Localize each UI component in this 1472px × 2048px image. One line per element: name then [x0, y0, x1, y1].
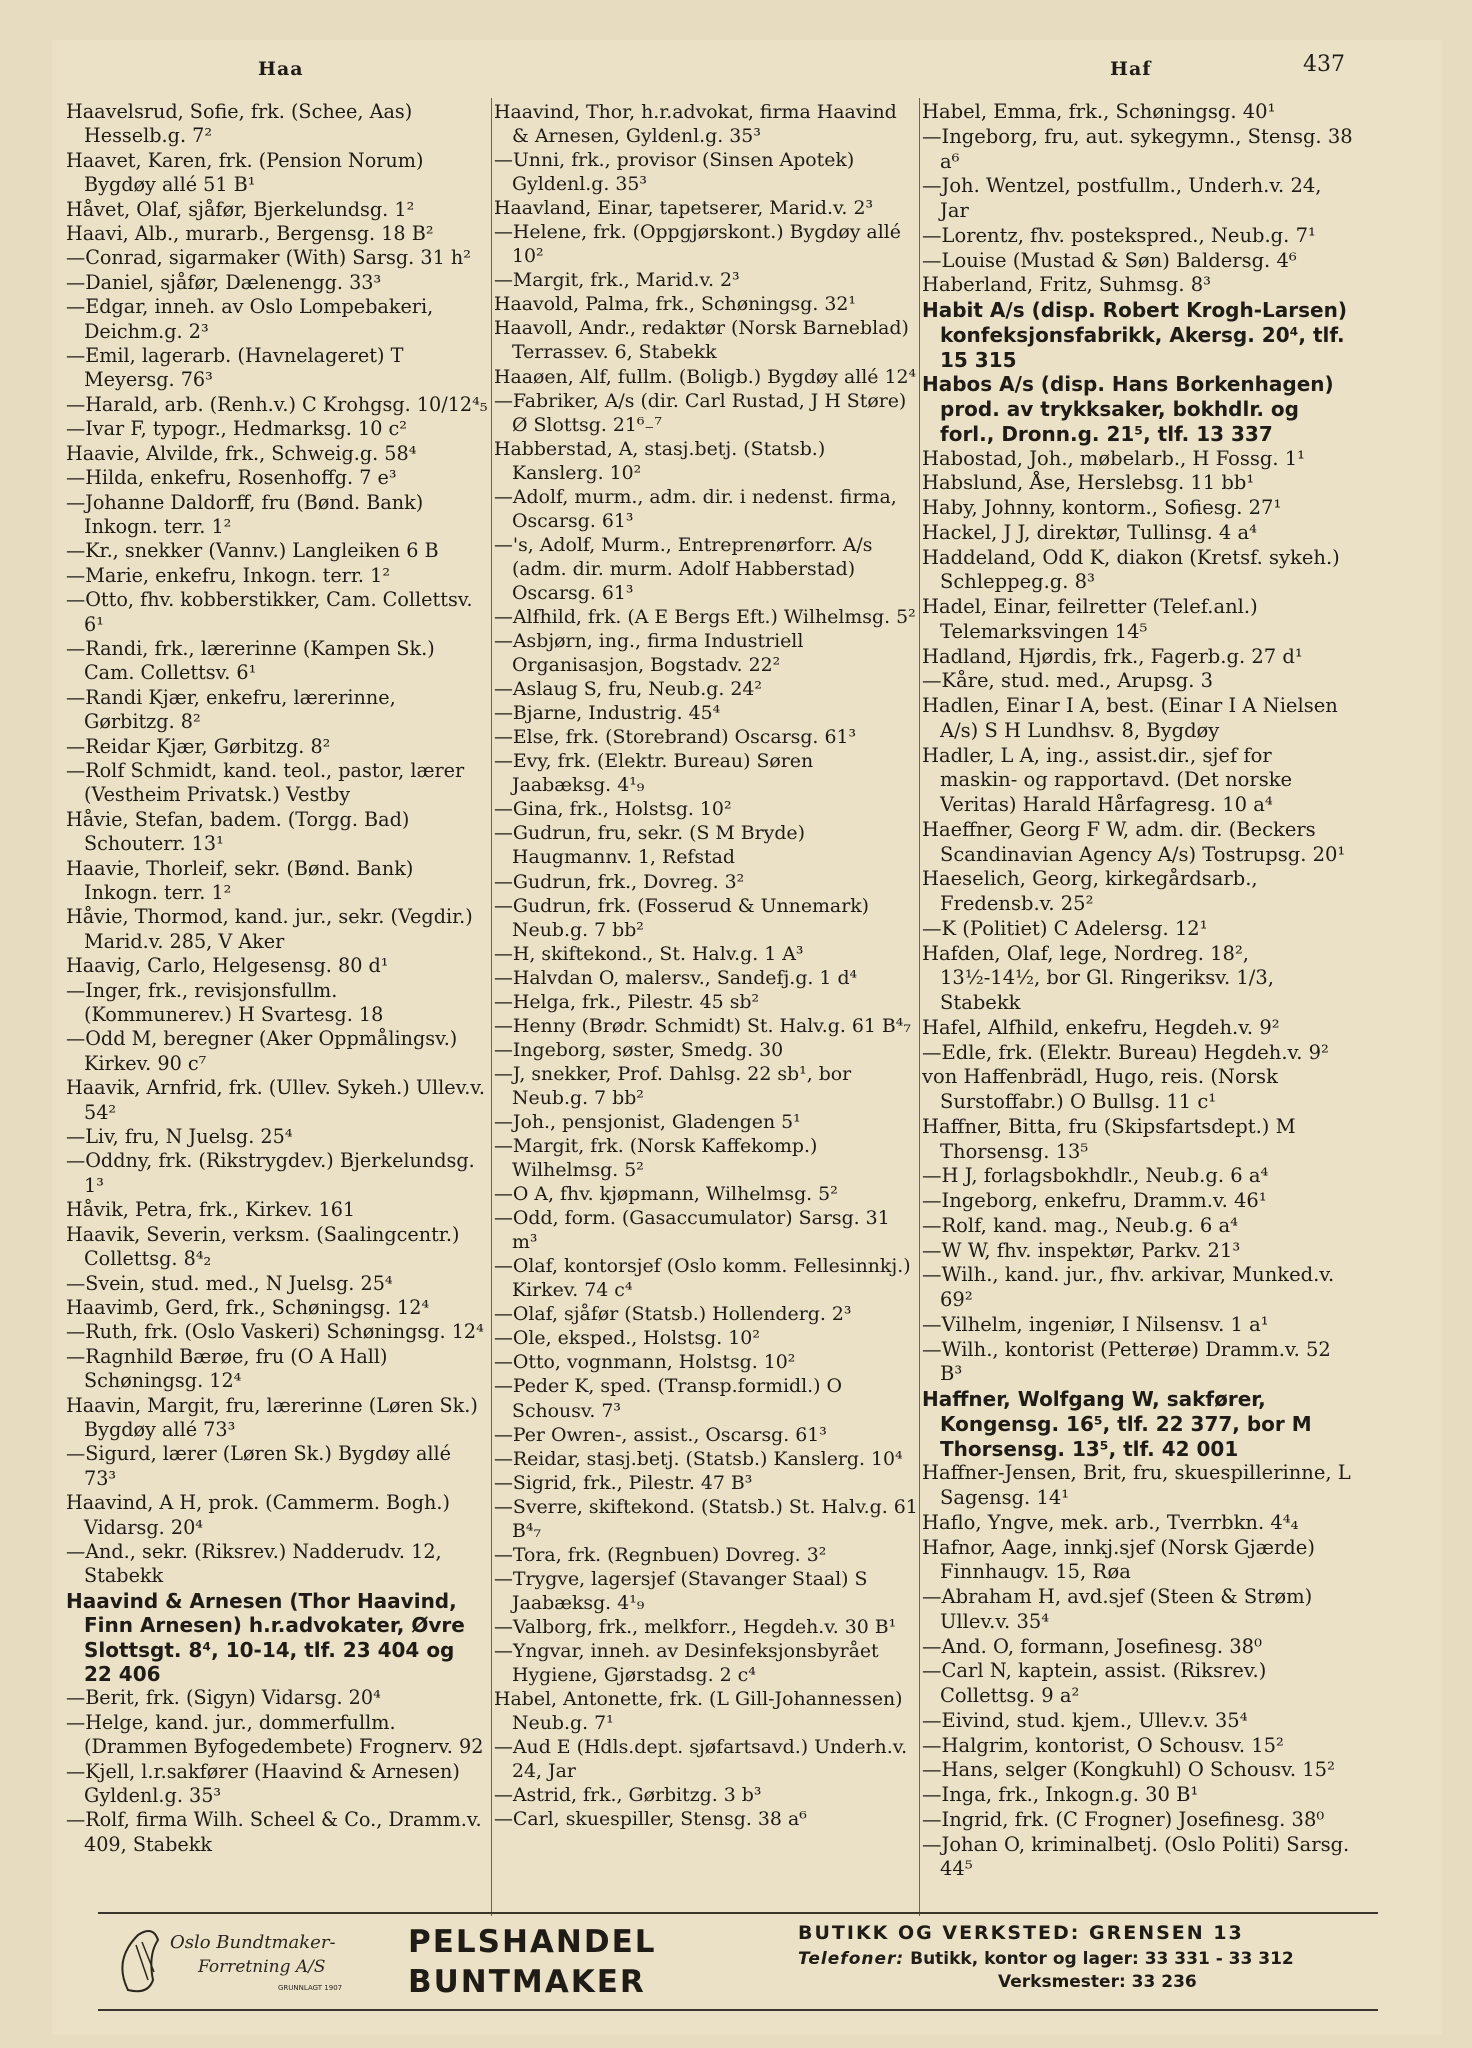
directory-entry: Haeffner, Georg F W, adm. dir. (Beckers Scandinavian Agency A/s) Tostrupsg. 20¹	[922, 817, 1346, 866]
directory-entry: Habos A/s (disp. Hans Borkenhagen) prod. av trykksaker, bokhdlr. og forl., Dronn.g. 21⁵, tlf. 13 337	[922, 372, 1334, 446]
directory-entry: —Aslaug S, fru, Neub.g. 24²	[494, 678, 762, 701]
directory-entry: —Berit, frk. (Sigyn) Vidarsg. 20⁴	[66, 1686, 381, 1710]
directory-entry: —Trygve, lagersjef (Stavanger Staal) S Jaabæksg. 4¹₉	[494, 1567, 868, 1614]
directory-entry: —And., sekr. (Riksrev.) Nadderudv. 12, Stabekk	[66, 1539, 442, 1588]
directory-entry: —Reidar, stasj.betj. (Statsb.) Kanslerg. 10⁴	[494, 1447, 903, 1470]
directory-entry: —Hilda, enkefru, Rosenhoffg. 7 e³	[66, 466, 397, 490]
directory-entry: —Olaf, kontorsjef (Oslo komm. Fellesinnkj.) Kirkev. 74 c⁴	[494, 1255, 911, 1302]
directory-entry: —Johan O, kriminalbetj. (Oslo Politi) Sarsg. 44⁵	[922, 1832, 1350, 1881]
directory-entry: —Astrid, frk., Gørbitzg. 3 b³	[494, 1784, 762, 1807]
directory-entry: Haavig, Carlo, Helgesensg. 80 d¹	[66, 954, 389, 978]
directory-entry: —Unni, frk., provisor (Sinsen Apotek) Gyldenl.g. 35³	[494, 149, 855, 196]
directory-entry: Haby, Johnny, kontorm., Sofiesg. 27¹	[922, 496, 1282, 519]
directory-entry: —Emil, lagerarb. (Havnelageret) T Meyersg. 76³	[66, 344, 404, 392]
directory-entry: —Marie, enkefru, Inkogn. terr. 1²	[66, 563, 391, 587]
directory-entry: Habostad, Joh., møbelarb., H Fossg. 1¹	[922, 446, 1305, 470]
directory-entry: Haavind & Arnesen (Thor Haavind, Finn Arnesen) h.r.advokater, Øvre Slottsgt. 8⁴, 10-14, tlf. 23 404 og 22 406	[66, 1588, 465, 1686]
directory-entry: —Conrad, sigarmaker (With) Sarsg. 31 h²	[66, 246, 471, 270]
directory-entry: —Kåre, stud. med., Arupsg. 3	[922, 669, 1214, 693]
directory-entry: Haavi, Alb., murarb., Bergensg. 18 B²	[66, 222, 434, 246]
directory-entry: —Daniel, sjåfør, Dælenengg. 33³	[66, 270, 382, 294]
directory-entry: —H, skiftekond., St. Halv.g. 1 A³	[494, 942, 804, 965]
directory-entry: —W W, fhv. inspektør, Parkv. 21³	[922, 1238, 1241, 1262]
directory-entry: Haffner, Bitta, fru (Skipsfartsdept.) M Thorsensg. 13⁵	[922, 1114, 1296, 1163]
directory-entry: Haeselich, Georg, kirkegårdsarb., Fredensb.v. 25²	[922, 867, 1258, 915]
column-divider	[919, 98, 920, 1916]
directory-entry: —Edle, frk. (Elektr. Bureau) Hegdeh.v. 9²	[922, 1040, 1329, 1064]
directory-entry: —K (Politiet) C Adelersg. 12¹	[922, 916, 1208, 940]
directory-entry: —Margit, frk. (Norsk Kaffekomp.) Wilhelmsg. 5²	[494, 1135, 818, 1182]
directory-entry: —Halvdan O, malersv., Sandefj.g. 1 d⁴	[494, 966, 858, 989]
directory-entry: —Sigrid, frk., Pilestr. 47 B³	[494, 1471, 753, 1494]
directory-entry: von Haffenbrädl, Hugo, reis. (Norsk Surstoffabr.) O Bullsg. 11 c¹	[922, 1065, 1278, 1113]
directory-entry: Håvie, Stefan, badem. (Torgg. Bad) Schouterr. 13¹	[66, 807, 410, 856]
directory-entry: —Ragnhild Bærøe, fru (O A Hall) Schøningsg. 12⁴	[66, 1344, 388, 1393]
ad-address: BUTIKK OG VERKSTED: GRENSEN 13	[798, 1922, 1244, 1944]
header-left: Haa	[258, 58, 304, 80]
directory-entry: —Alfhild, frk. (A E Bergs Eft.) Wilhelmsg. 5²	[494, 605, 916, 628]
directory-entry: Habit A/s (disp. Robert Krogh-Larsen) konfeksjonsfabrikk, Akersg. 20⁴, tlf. 15 315	[922, 298, 1347, 372]
directory-entry: Hadland, Hjørdis, frk., Fagerb.g. 27 d¹	[922, 644, 1303, 668]
directory-entry: —Ole, eksped., Holstsg. 10²	[494, 1327, 760, 1350]
directory-entry: Haavie, Thorleif, sekr. (Bønd. Bank) Inkogn. terr. 1²	[66, 856, 414, 904]
directory-entry: Haavik, Arnfrid, frk. (Ullev. Sykeh.) Ullev.v. 54²	[66, 1076, 485, 1124]
directory-entry: —Otto, fhv. kobberstikker, Cam. Collettsv. 6¹	[66, 588, 473, 636]
header-right: Haf	[1110, 58, 1152, 80]
directory-entry: —Else, frk. (Storebrand) Oscarsg. 61³	[494, 726, 857, 749]
directory-entry: —Kjell, l.r.sakfører (Haavind & Arnesen) Gyldenl.g. 35³	[66, 1759, 460, 1808]
directory-entry: —Ingeborg, søster, Smedg. 30	[494, 1038, 784, 1061]
directory-entry: —Hans, selger (Kongkuhl) O Schousv. 15²	[922, 1758, 1335, 1782]
directory-entry: —O A, fhv. kjøpmann, Wilhelmsg. 5²	[494, 1183, 838, 1206]
directory-entry: —Oddny, frk. (Rikstrygdev.) Bjerkelundsg. 1³	[66, 1149, 475, 1197]
directory-entry: —Helge, kand. jur., dommerfullm. (Drammen Byfogedembete) Frognerv. 92	[66, 1710, 484, 1759]
directory-entry: Haavoll, Andr., redaktør (Norsk Barneblad) Terrassev. 6, Stabekk	[494, 317, 909, 364]
directory-entry: —Inga, frk., Inkogn.g. 30 B¹	[922, 1783, 1199, 1806]
directory-entry: —Louise (Mustad & Søn) Baldersg. 4⁶	[922, 248, 1297, 272]
directory-entry: —Ivar F, typogr., Hedmarksg. 10 c²	[66, 417, 407, 441]
directory-entry: —Ingeborg, enkefru, Dramm.v. 46¹	[922, 1189, 1267, 1212]
directory-entry: —Asbjørn, ing., firma Industriell Organisasjon, Bogstadv. 22²	[494, 630, 804, 677]
directory-column-1	[66, 100, 489, 1857]
directory-entry: —Eivind, stud. kjem., Ullev.v. 35⁴	[922, 1708, 1248, 1732]
directory-entry: Hadler, L A, ing., assist.dir., sjef for maskin- og rapportavd. (Det norske Veritas) Harald Hårfagresg. 10 a⁴	[922, 743, 1293, 816]
directory-entry: —'s, Adolf, Murm., Entreprenørforr. A/s (adm. dir. murm. Adolf Habberstad) Oscarsg. 61³	[494, 533, 873, 604]
directory-entry: —J, snekker, Prof. Dahlsg. 22 sb¹, bor Neub.g. 7 bb²	[494, 1062, 852, 1109]
directory-entry: —Valborg, frk., melkforr., Hegdeh.v. 30 B¹	[494, 1615, 897, 1638]
ad-phone-label: Telefoner:	[798, 1949, 905, 1969]
directory-entry: Habel, Antonette, frk. (L Gill-Johannessen) Neub.g. 7¹	[494, 1688, 903, 1735]
column-divider	[491, 98, 492, 1916]
directory-entry: Haavold, Palma, frk., Schøningsg. 32¹	[494, 293, 856, 316]
directory-entry: —Helene, frk. (Oppgjørskont.) Bygdøy allé 10²	[494, 221, 901, 268]
directory-entry: Haavland, Einar, tapetserer, Marid.v. 2³	[494, 197, 874, 220]
directory-entry: —Evy, frk. (Elektr. Bureau) Søren Jaabæksg. 4¹₉	[494, 750, 814, 797]
directory-entry: —Lorentz, fhv. postekspred., Neub.g. 7¹	[922, 223, 1316, 247]
directory-entry: —Henny (Brødr. Schmidt) St. Halv.g. 61 B⁴₇	[494, 1014, 911, 1037]
directory-entry: —Gina, frk., Holstsg. 10²	[494, 798, 732, 821]
directory-entry: —Per Owren-, assist., Oscarsg. 61³	[494, 1423, 827, 1446]
ad-phone-numbers: Butikk, kontor og lager: 33 331 - 33 312	[910, 1949, 1294, 1969]
directory-entry: Haavind, A H, prok. (Cammerm. Bogh.) Vidarsg. 20⁴	[66, 1491, 450, 1539]
directory-entry: —H J, forlagsbokhdlr., Neub.g. 6 a⁴	[922, 1164, 1269, 1188]
directory-entry: —Rolf Schmidt, kand. teol., pastor, lærer (Vestheim Privatsk.) Vestby	[66, 758, 465, 807]
directory-entry: —Sverre, skiftekond. (Statsb.) St. Halv.g. 61 B⁴₇	[494, 1495, 918, 1542]
directory-entry: Haffner, Wolfgang W, sakfører, Kongensg. 16⁵, tlf. 22 377, bor M Thorsensg. 13⁵, tlf. 42 001	[922, 1387, 1312, 1461]
directory-entry: —Carl, skuespiller, Stensg. 38 a⁶	[494, 1808, 807, 1831]
directory-entry: —Ruth, frk. (Oslo Vaskeri) Schøningsg. 12⁴	[66, 1320, 484, 1344]
directory-entry: —Peder K, sped. (Transp.formidl.) O Schousv. 7³	[494, 1375, 843, 1422]
directory-entry: Haavind, Thor, h.r.advokat, firma Haavind & Arnesen, Gyldenl.g. 35³	[494, 101, 897, 148]
directory-entry: —Helga, frk., Pilestr. 45 sb²	[494, 990, 760, 1013]
directory-entry: Hadel, Einar, feilretter (Telef.anl.) Telemarksvingen 14⁵	[922, 595, 1258, 643]
directory-entry: —Wilh., kontorist (Petterøe) Dramm.v. 52 B³	[922, 1337, 1331, 1386]
directory-entry: —Rolf, kand. mag., Neub.g. 6 a⁴	[922, 1213, 1238, 1237]
directory-entry: Haffner-Jensen, Brit, fru, skuespillerinne, L Sagensg. 14¹	[922, 1461, 1351, 1509]
directory-entry: Habel, Emma, frk., Schøningsg. 40¹	[922, 100, 1276, 123]
fur-shop-logo	[108, 1920, 438, 2002]
directory-entry: —Fabriker, A/s (dir. Carl Rustad, J H Støre) Ø Slottsg. 21⁶₋⁷	[494, 389, 907, 436]
directory-entry: —Margit, frk., Marid.v. 2³	[494, 269, 740, 292]
directory-entry: —Randi, frk., lærerinne (Kampen Sk.) Cam. Collettsv. 6¹	[66, 636, 435, 685]
directory-entry: —Vilhelm, ingeniør, I Nilsensv. 1 a¹	[922, 1312, 1269, 1336]
directory-entry: —Joh. Wentzel, postfullm., Underh.v. 24, Jar	[922, 174, 1322, 222]
logo-text-1: Oslo Bundtmaker-	[170, 1932, 336, 1953]
directory-entry: —Gudrun, frk., Dovreg. 3²	[494, 870, 745, 893]
directory-entry: Haavelsrud, Sofie, frk. (Schee, Aas) Hesselb.g. 7²	[66, 100, 413, 148]
ad-phones	[798, 1949, 1294, 1969]
directory-entry: —Randi Kjær, enkefru, lærerinne, Gørbitzg. 8²	[66, 685, 396, 734]
directory-entry: —Olaf, sjåfør (Statsb.) Hollenderg. 2³	[494, 1303, 852, 1326]
directory-entry: —Kr., snekker (Vannv.) Langleiken 6 B	[66, 539, 439, 563]
directory-entry: Haavin, Margit, fru, lærerinne (Løren Sk.) Bygdøy allé 73³	[66, 1393, 478, 1441]
directory-entry: —Svein, stud. med., N Juelsg. 25⁴	[66, 1271, 393, 1295]
directory-entry: —Yngvar, inneh. av Desinfeksjonsbyrået Hygiene, Gjørstadsg. 2 c⁴	[494, 1640, 879, 1687]
directory-entry: Haavik, Severin, verksm. (Saalingcentr.) Collettsg. 8⁴₂	[66, 1222, 460, 1271]
ad-headline-2: BUNTMAKER	[408, 1964, 646, 2000]
directory-entry: Håvik, Petra, frk., Kirkev. 161	[66, 1198, 356, 1222]
directory-entry: —Johanne Daldorff, fru (Bønd. Bank) Inkogn. terr. 1²	[66, 490, 424, 538]
directory-entry: —Joh., pensjonist, Gladengen 5¹	[494, 1110, 801, 1133]
directory-entry: —Ingrid, frk. (C Frogner) Josefinesg. 38⁰	[922, 1807, 1325, 1831]
directory-column-3	[922, 100, 1354, 1882]
directory-entry: —Odd, form. (Gasaccumulator) Sarsg. 31 m³	[494, 1207, 890, 1254]
directory-entry: Haberland, Fritz, Suhmsg. 8³	[922, 273, 1211, 297]
directory-entry: —Bjarne, Industrig. 45⁴	[494, 702, 721, 725]
directory-entry: Håvet, Olaf, sjåfør, Bjerkelundsg. 1²	[66, 197, 415, 221]
directory-entry: —Odd M, beregner (Aker Oppmålingsv.) Kirkev. 90 c⁷	[66, 1027, 458, 1075]
directory-entry: Haavet, Karen, frk. (Pension Norum) Bygdøy allé 51 B¹	[66, 148, 424, 197]
directory-entry: Hafden, Olaf, lege, Nordreg. 18², 13½-14½, bor Gl. Ringeriksv. 1/3, Stabekk	[922, 941, 1274, 1014]
directory-entry: Haflo, Yngve, mek. arb., Tverrbkn. 4⁴₄	[922, 1510, 1299, 1534]
directory-entry: —Abraham H, avd.sjef (Steen & Strøm) Ullev.v. 35⁴	[922, 1585, 1313, 1633]
directory-entry: —Reidar Kjær, Gørbitzg. 8²	[66, 734, 331, 758]
ad-headline-1: PELSHANDEL	[408, 1924, 657, 1960]
directory-entry: Habslund, Åse, Herslebsg. 11 bb¹	[922, 471, 1255, 495]
page-number: 437	[1303, 52, 1345, 77]
directory-entry: —Sigurd, lærer (Løren Sk.) Bygdøy allé 73³	[66, 1442, 452, 1490]
ad-workshop-phone: Verksmester: 33 236	[998, 1972, 1197, 1992]
directory-entry: Haavie, Alvilde, frk., Schweig.g. 58⁴	[66, 441, 417, 465]
directory-entry: Haddeland, Odd K, diakon (Kretsf. sykeh.) Schleppeg.g. 8³	[922, 545, 1340, 594]
directory-entry: Hackel, J J, direktør, Tullinsg. 4 a⁴	[922, 520, 1257, 544]
directory-entry: —Wilh., kand. jur., fhv. arkivar, Munked.v. 69²	[922, 1263, 1335, 1311]
directory-entry: —Liv, fru, N Juelsg. 25⁴	[66, 1125, 293, 1149]
logo-text-2: Forretning A/S	[198, 1957, 326, 1977]
directory-entry: Habberstad, A, stasj.betj. (Statsb.) Kanslerg. 10²	[494, 437, 826, 484]
directory-entry: —Halgrim, kontorist, O Schousv. 15²	[922, 1733, 1284, 1757]
directory-entry: —Adolf, murm., adm. dir. i nedenst. firma, Oscarsg. 61³	[494, 485, 897, 532]
directory-entry: Haaøen, Alf, fullm. (Boligb.) Bygdøy allé 12⁴	[494, 365, 917, 388]
directory-entry: —Rolf, firma Wilh. Scheel & Co., Dramm.v. 409, Stabekk	[66, 1808, 482, 1856]
directory-entry: Hafnor, Aage, innkj.sjef (Norsk Gjærde) Finnhaugv. 15, Røa	[922, 1535, 1315, 1584]
directory-entry: —Carl N, kaptein, assist. (Riksrev.) Collettsg. 9 a²	[922, 1659, 1267, 1707]
directory-entry: —Gudrun, frk. (Fosserud & Unnemark) Neub.g. 7 bb²	[494, 894, 870, 941]
directory-entry: —And. O, formann, Josefinesg. 38⁰	[922, 1634, 1262, 1658]
directory-entry: —Harald, arb. (Renh.v.) C Krohgsg. 10/12⁴₅	[66, 392, 488, 416]
directory-entry: Haavimb, Gerd, frk., Schøningsg. 12⁴	[66, 1295, 430, 1319]
directory-entry: —Gudrun, fru, sekr. (S M Bryde) Haugmannv. 1, Refstad	[494, 822, 805, 869]
directory-entry: Hafel, Alfhild, enkefru, Hegdeh.v. 9²	[922, 1015, 1280, 1039]
directory-entry: —Tora, frk. (Regnbuen) Dovreg. 3²	[494, 1543, 827, 1566]
directory-entry: —Ingeborg, fru, aut. sykegymn., Stensg. 38 a⁶	[922, 124, 1353, 173]
directory-entry: Håvie, Thormod, kand. jur., sekr. (Vegdir.) Marid.v. 285, V Aker	[66, 905, 473, 953]
directory-entry: —Otto, vognmann, Holstsg. 10²	[494, 1351, 796, 1374]
directory-column-2	[494, 100, 918, 1831]
directory-entry: Hadlen, Einar I A, best. (Einar I A Nielsen A/s) S H Lundhsv. 8, Bygdøy	[922, 694, 1338, 742]
directory-entry: —Edgar, inneh. av Oslo Lompebakeri, Deichm.g. 2³	[66, 295, 434, 343]
directory-entry: —Inger, frk., revisjonsfullm. (Kommunerev.) H Svartesg. 18	[66, 978, 384, 1027]
directory-entry: —Aud E (Hdls.dept. sjøfartsavd.) Underh.v. 24, Jar	[494, 1736, 908, 1783]
advertisement	[98, 1912, 1378, 2011]
logo-text-3: GRUNNLAGT 1907	[278, 1984, 343, 1992]
